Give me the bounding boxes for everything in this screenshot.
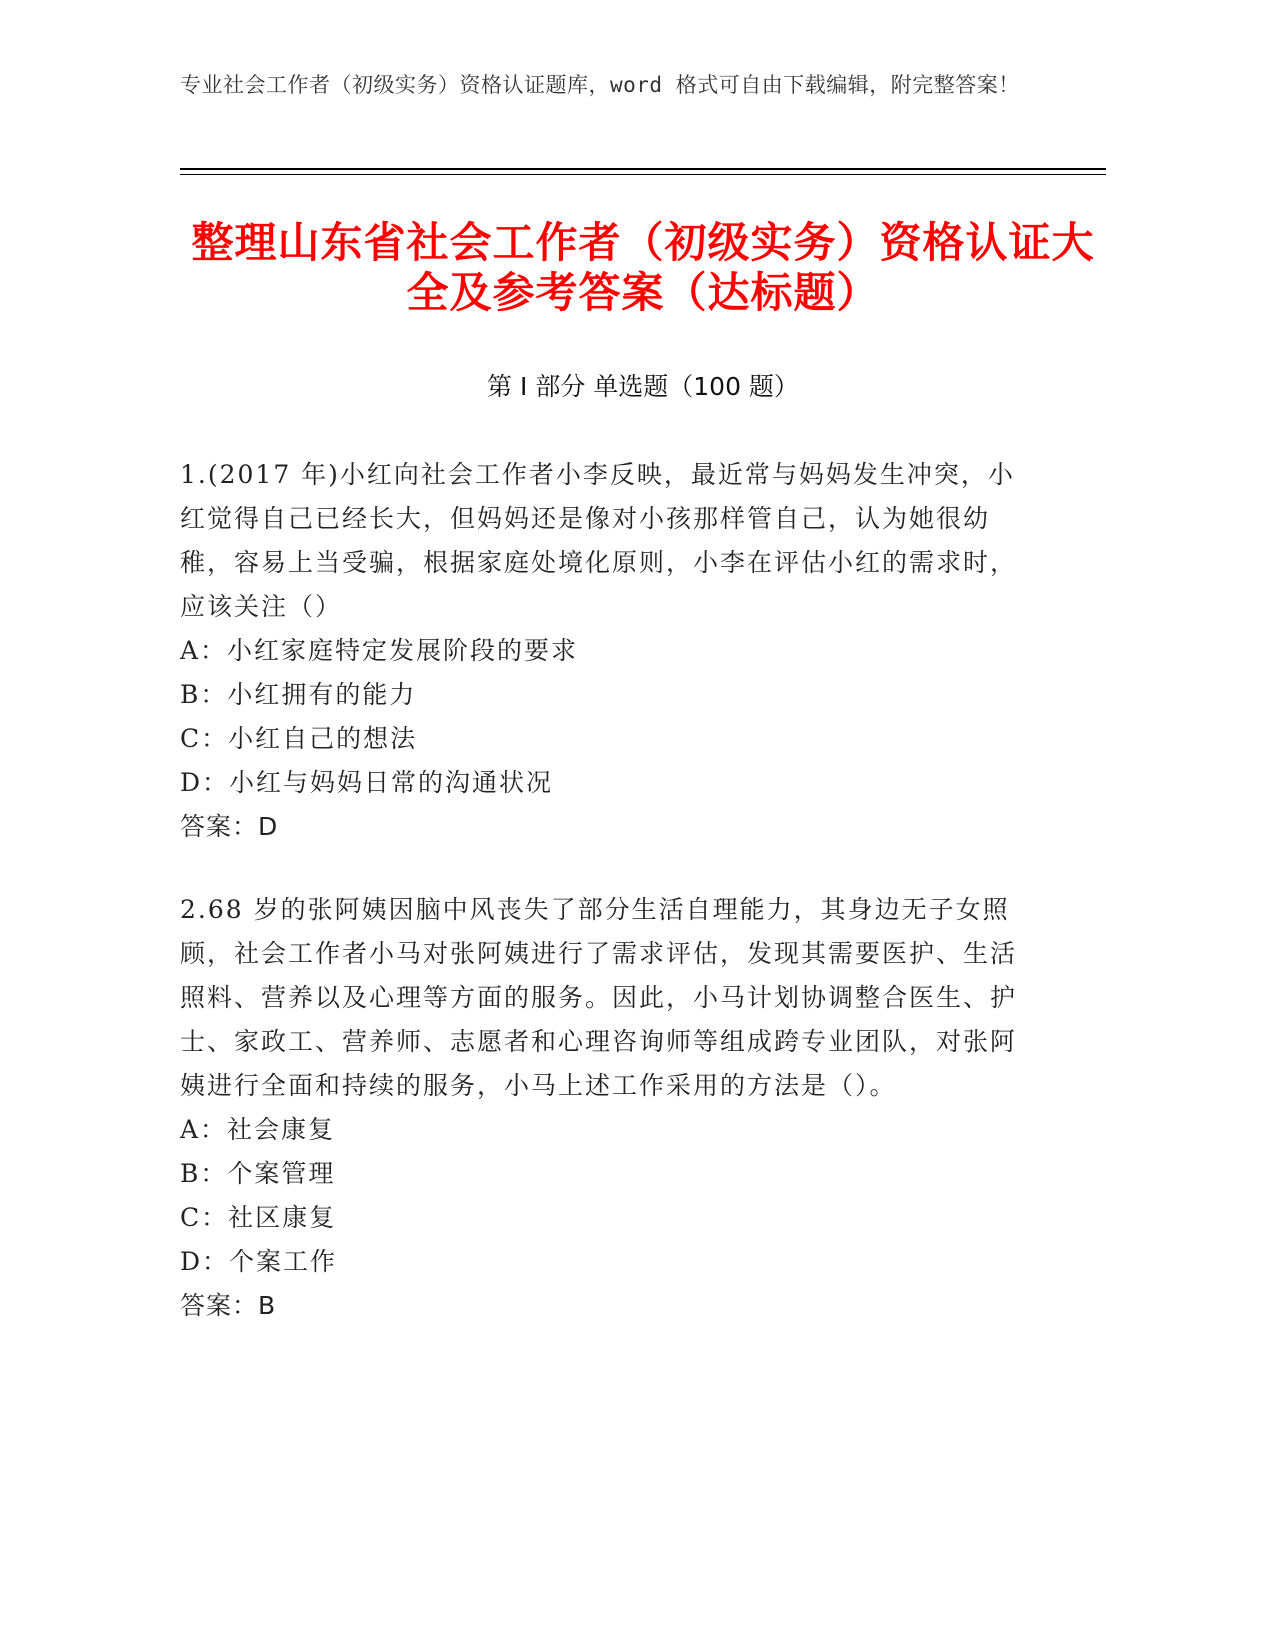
answer-label: 答案：B <box>180 1291 277 1320</box>
header-divider-thick <box>180 168 1106 170</box>
option-d: D：小红与妈妈日常的沟通状况 <box>180 768 554 797</box>
header-note: 专业社会工作者（初级实务）资格认证题库，word 格式可自由下载编辑，附完整答案！ <box>180 73 1020 97</box>
question-stem: 1.(2017 年)小红向社会工作者小李反映，最近常与妈妈发生冲突，小红觉得自己已经长大，但妈妈还是像对小孩那样管自己，认为她很幼稚，容易上当受骗，根据家庭处境化原则，小李在评估小红的需求时，应该关注（） <box>180 460 1018 621</box>
option-b: B：小红拥有的能力 <box>180 680 417 709</box>
answer-label: 答案：D <box>180 812 279 841</box>
header-divider-thin <box>180 174 1106 175</box>
option-c: C：社区康复 <box>180 1203 337 1232</box>
question-item <box>180 453 1020 849</box>
option-d: D：个案工作 <box>180 1247 338 1276</box>
option-b: B：个案管理 <box>180 1159 336 1188</box>
section-title: 第 I 部分 单选题（100 题） <box>487 372 799 401</box>
option-a: A：社会康复 <box>180 1115 336 1144</box>
question-item <box>180 888 1020 1328</box>
option-a: A：小红家庭特定发展阶段的要求 <box>180 636 579 665</box>
option-c: C：小红自己的想法 <box>180 724 418 753</box>
question-stem: 2.68 岁的张阿姨因脑中风丧失了部分生活自理能力，其身边无子女照顾，社会工作者小马对张阿姨进行了需求评估，发现其需要医护、生活照料、营养以及心理等方面的服务。因此，小马计划协调整合医生、护士、家政工、营养师、志愿者和心理咨询师等组成跨专业团队，对张阿姨进行全面和持续的服务，小马上述工作采用的方法是（）。 <box>180 895 1018 1100</box>
document-title: 整理山东省社会工作者（初级实务）资格认证大全及参考答案（达标题） <box>191 218 1095 317</box>
